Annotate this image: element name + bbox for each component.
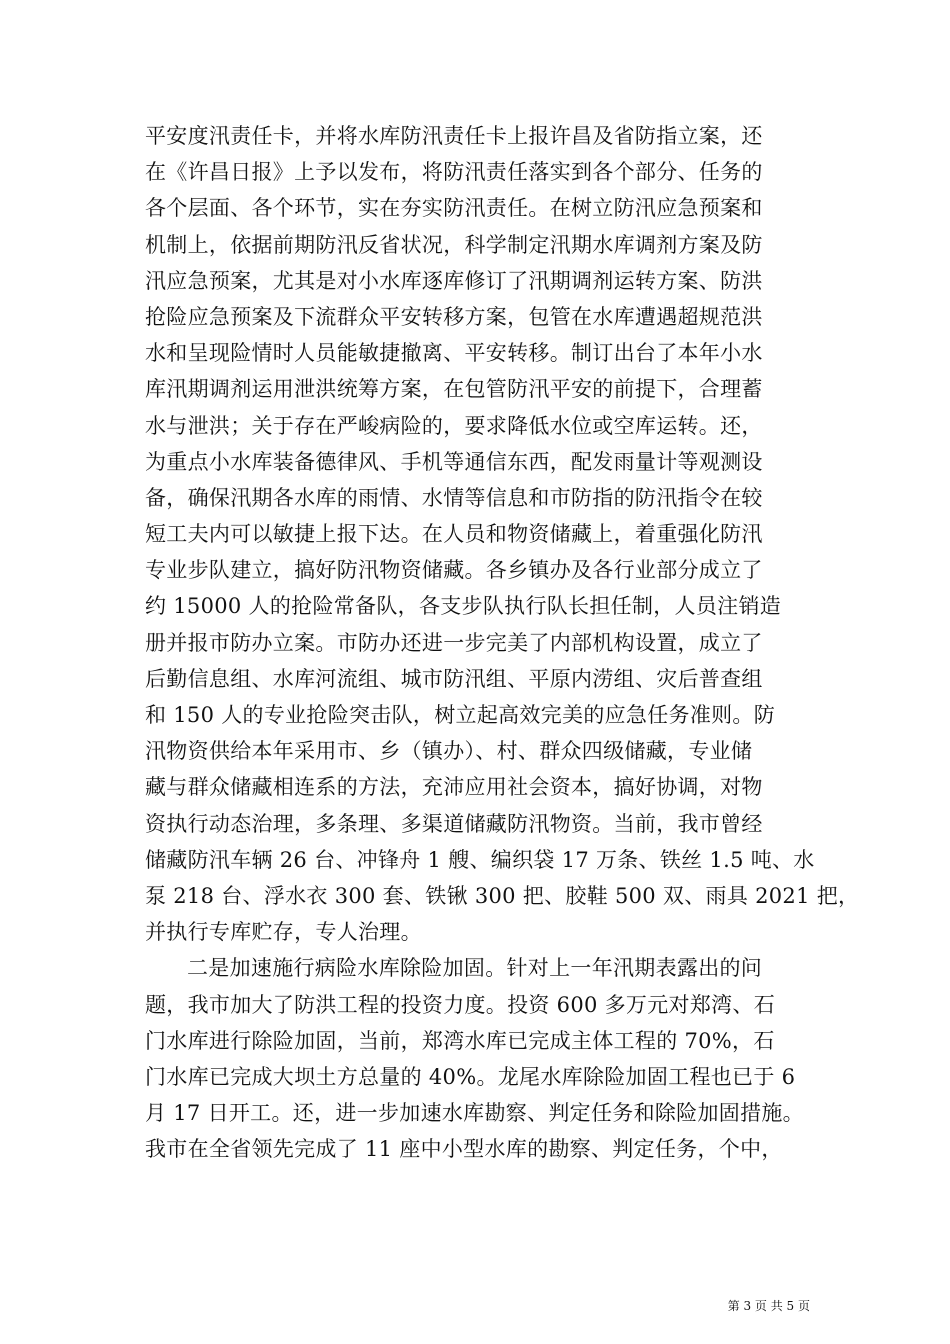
text-line: 册并报市防办立案。市防办还进一步完美了内部机构设置，成立了 — [145, 630, 763, 655]
text-line: 汛应急预案，尤其是对小水库逐库修订了汛期调剂运转方案、防洪 — [145, 268, 763, 293]
text-line: 约 15000 人的抢险常备队，各支步队执行队长担任制，人员注销造 — [145, 594, 782, 619]
page-number-footer: 第 3 页 共 5 页 — [727, 1299, 810, 1313]
text-line: 在《许昌日报》上予以发布，将防汛责任落实到各个部分、任务的 — [145, 160, 763, 185]
text-line: 短工夫内可以敏捷上报下达。在人员和物资储藏上，着重强化防汛 — [145, 522, 763, 547]
text-line: 各个层面、各个环节，实在夯实防汛责任。在树立防汛应急预案和 — [145, 196, 763, 221]
text-line: 水和呈现险情时人员能敏捷撤离、平安转移。制订出台了本年小水 — [145, 341, 763, 366]
text-line: 水与泄洪；关于存在严峻病险的，要求降低水位或空库运转。还， — [145, 413, 763, 438]
text-line: 泵 218 台、浮水衣 300 套、铁锹 300 把、胶鞋 500 双、雨具 2021 把， — [145, 883, 860, 908]
text-line: 抢险应急预案及下流群众平安转移方案，包管在水库遭遇超规范洪 — [145, 304, 763, 329]
text-line: 藏与群众储藏相连系的方法，充沛应用社会资本，搞好协调，对物 — [145, 775, 763, 800]
body-text — [145, 118, 860, 1167]
text-line: 备，确保汛期各水库的雨情、水情等信息和市防指的防汛指令在较 — [145, 485, 763, 510]
paragraph-start-line: 二是加速施行病险水库除险加固。针对上一年汛期表露出的问 — [187, 956, 763, 981]
text-line: 资执行动态治理，多条理、多渠道储藏防汛物资。当前，我市曾经 — [145, 811, 763, 836]
text-line: 门水库已完成大坝土方总量的 40%。龙尾水库除险加固工程也已于 6 — [145, 1064, 796, 1089]
text-line: 库汛期调剂运用泄洪统筹方案，在包管防汛平安的前提下，合理蓄 — [145, 377, 763, 402]
text-line: 后勤信息组、水库河流组、城市防汛组、平原内涝组、灾后普查组 — [145, 666, 763, 691]
text-line: 储藏防汛车辆 26 台、冲锋舟 1 艘、编织袋 17 万条、铁丝 1.5 吨、水 — [145, 847, 815, 872]
text-line: 专业步队建立，搞好防汛物资储藏。各乡镇办及各行业部分成立了 — [145, 558, 763, 583]
text-line: 为重点小水库装备德律风、手机等通信东西，配发雨量计等观测设 — [145, 449, 763, 474]
text-line: 机制上，依据前期防汛反省状况，科学制定汛期水库调剂方案及防 — [145, 232, 763, 257]
text-line: 题，我市加大了防洪工程的投资力度。投资 600 多万元对郑湾、石 — [145, 992, 776, 1017]
text-line: 门水库进行除险加固，当前，郑湾水库已完成主体工程的 70%，石 — [145, 1028, 775, 1053]
text-line: 并执行专库贮存，专人治理。 — [145, 920, 422, 945]
text-line: 平安度汛责任卡，并将水库防汛责任卡上报许昌及省防指立案，还 — [145, 124, 763, 148]
text-line: 月 17 日开工。还，进一步加速水库勘察、判定任务和除险加固措施。 — [145, 1101, 804, 1126]
text-line: 汛物资供给本年采用市、乡（镇办）、村、群众四级储藏，专业储 — [145, 739, 753, 764]
text-line: 我市在全省领先完成了 11 座中小型水库的勘察、判定任务，个中， — [145, 1137, 783, 1162]
text-line: 和 150 人的专业抢险突击队，树立起高效完美的应急任务准则。防 — [145, 703, 776, 727]
